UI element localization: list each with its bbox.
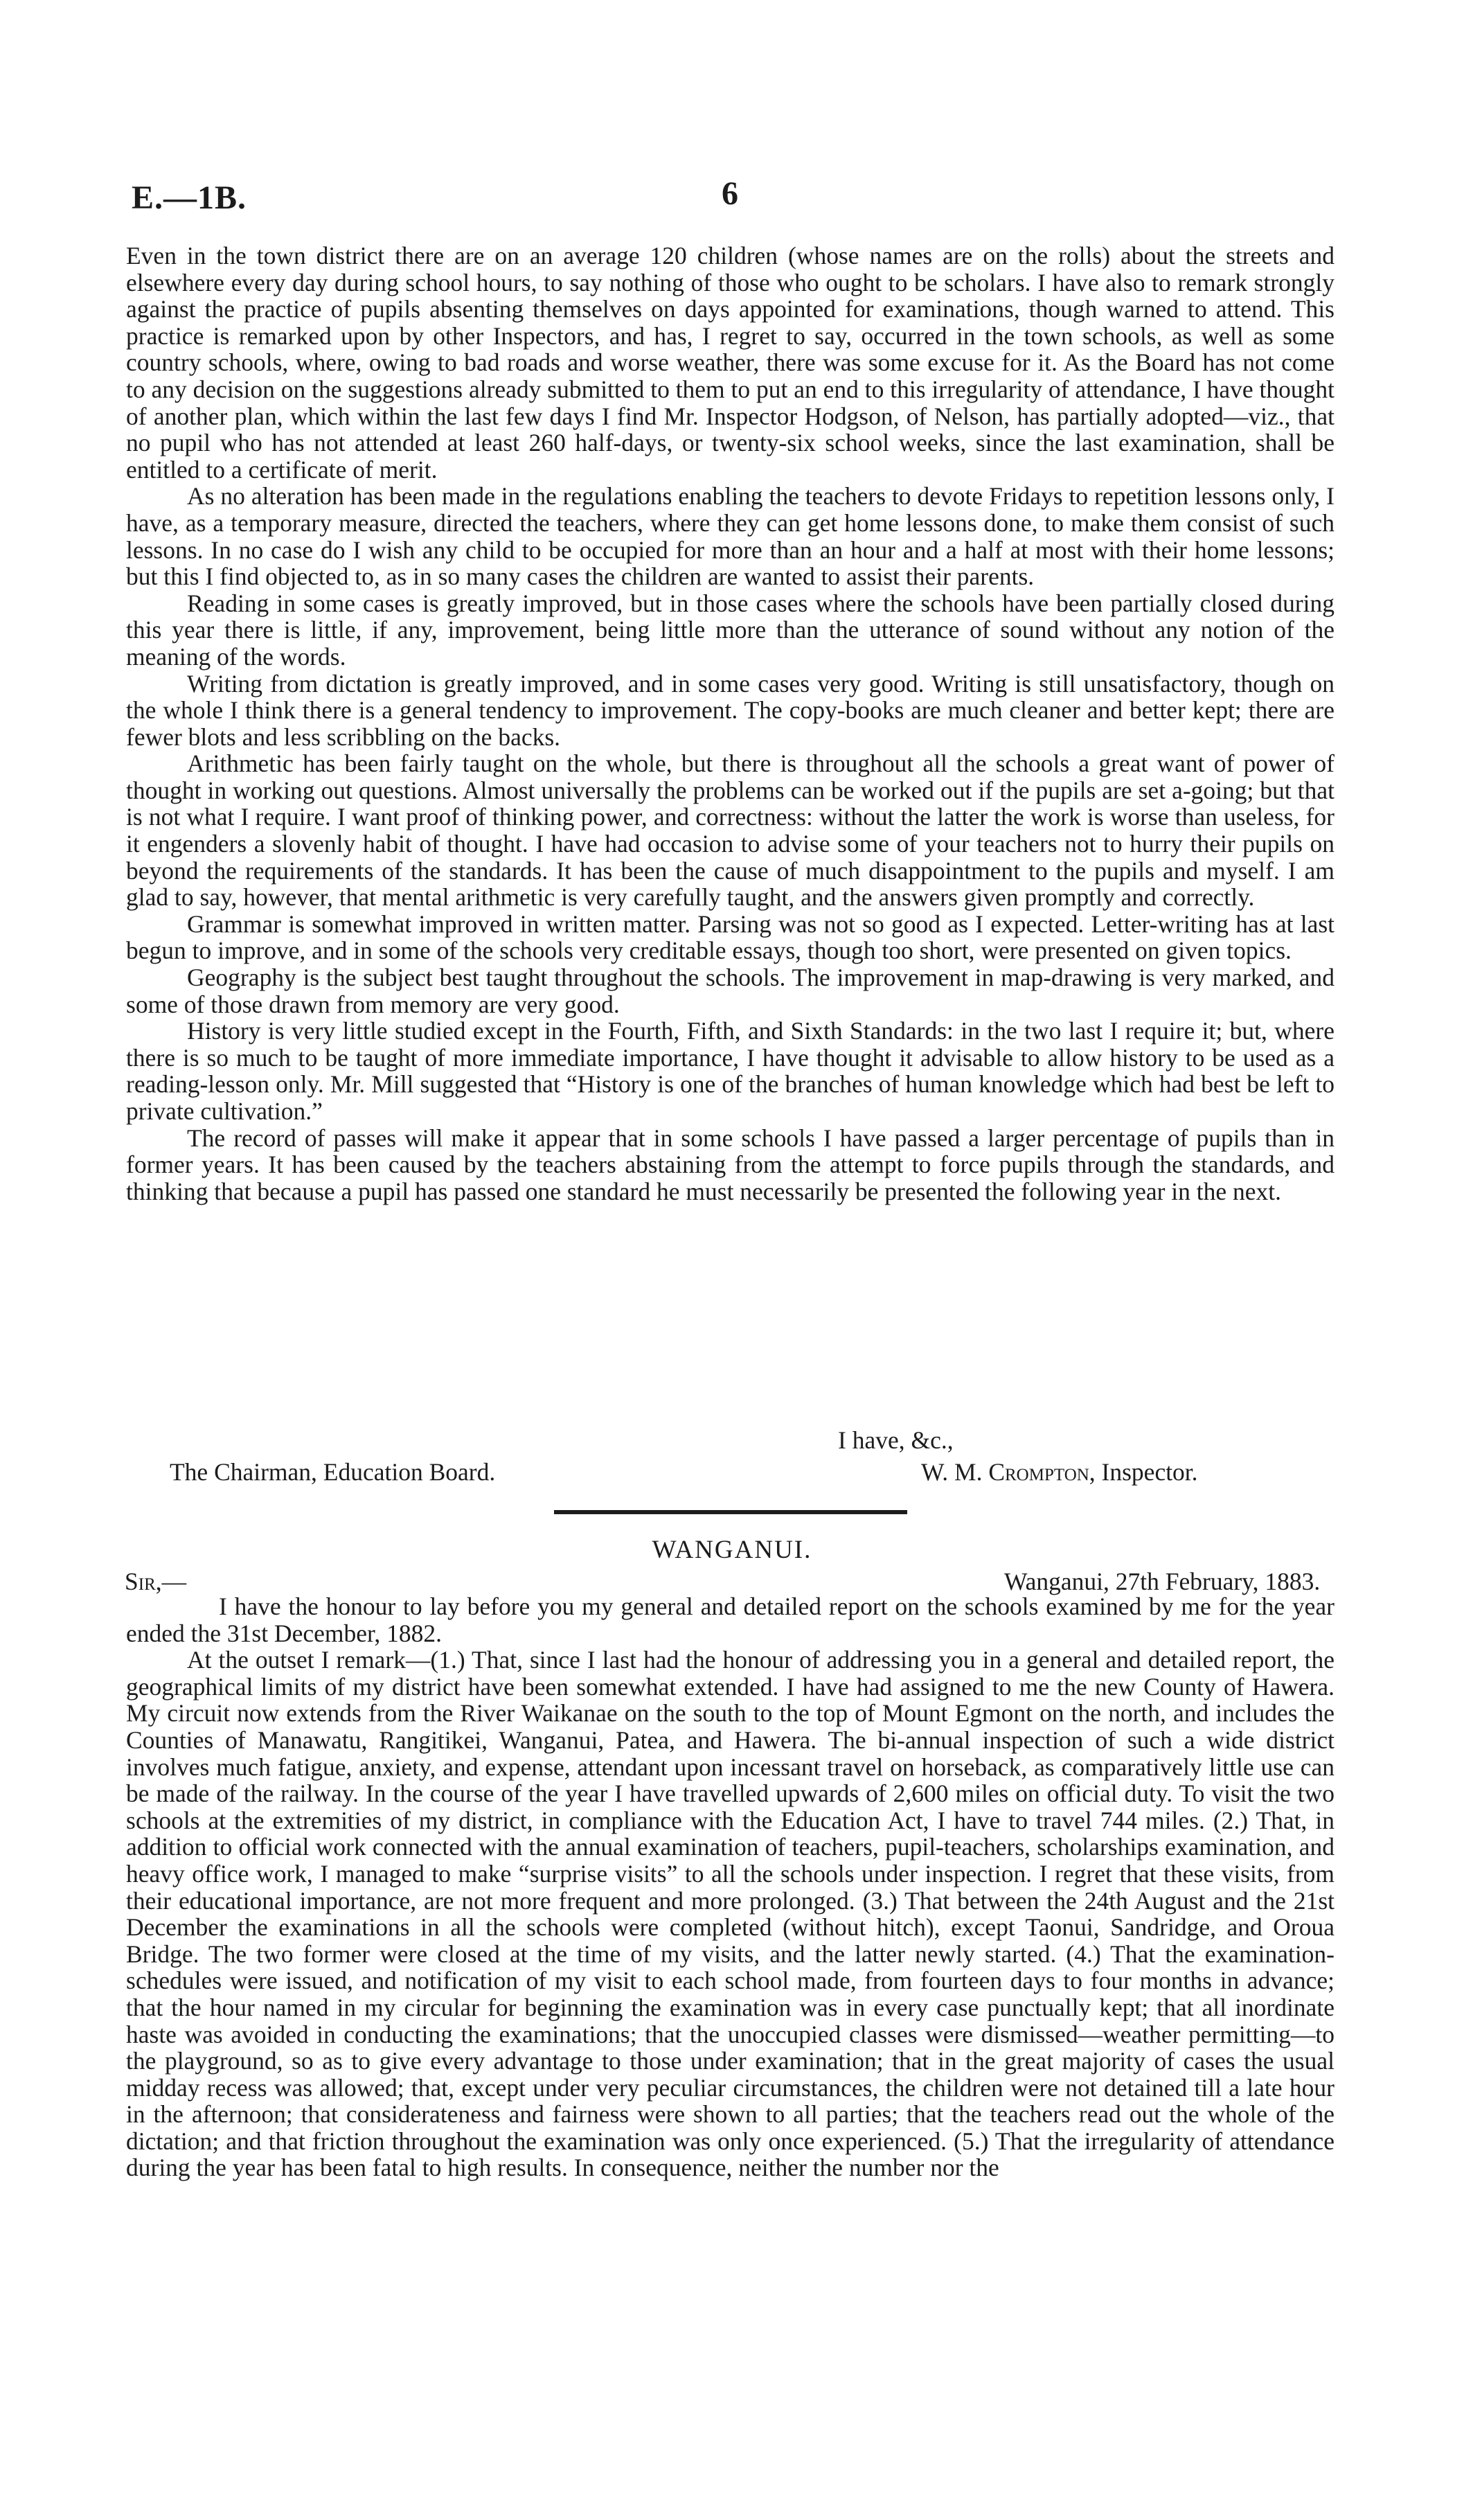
section-divider [554, 1510, 907, 1514]
paragraph: Writing from dictation is greatly improved, and in some cases very good. Writing is still unsatisfactory, though on the whole I think there is a general tendency to improvement. The copy-books are much cleaner and better kept; there are fewer blots and less scribbling on the backs. [126, 669, 1334, 751]
letter-closing: I have, &c., [838, 1426, 954, 1454]
paragraph: The record of passes will make it appear that in some schools I have passed a larger percentage of pupils than in former years. It has been caused by the teachers abstaining from the attempt to force pupils through the standards, and thinking that because a pupil has passed one standard he must necessarily be presented the following year in the next. [126, 1124, 1334, 1205]
paragraph: Geography is the subject best taught throughout the schools. The improvement in map-drawing is very marked, and some of those drawn from memory are very good. [126, 964, 1334, 1018]
paragraph: Even in the town district there are on an average 120 children (whose names are on the rolls) about the streets and elsewhere every day during school hours, to say nothing of those who ought to be scholars. I have also to remark strongly against the practice of pupils absenting themselves on days appointed for examinations, though warned to attend. This practice is remarked upon by other Inspectors, and has, I regret to say, occurred in the town schools, as well as some country schools, where, owing to bad roads and worse weather, there was some excuse for it. As the Board has not come to any decision on the suggestions already submitted to them to put an end to this irregularity of attendance, I have thought of another plan, which within the last few days I find Mr. Inspector Hodgson, of Nelson, has partially adopted—viz., that no pupil who has not attended at least 260 half-days, or twenty-six school weeks, since the last examination, shall be entitled to a certificate of merit. [126, 242, 1335, 483]
paragraph: History is very little studied except in the Fourth, Fifth, and Sixth Standards: in the two last I require it; but, where there is so much to be taught of more immediate importance, I have thought it advisable to allow history to be used as a reading-lesson only. Mr. Mill suggested that “History is one of the branches of human knowledge which had best be left to private cultivation.” [126, 1017, 1334, 1125]
paragraph: I have the honour to lay before you my general and detailed report on the schools examined by me for the year ended the 31st December, 1882. [126, 1592, 1334, 1647]
signature-title: , Inspector. [1089, 1458, 1198, 1486]
page-number: 6 [722, 175, 738, 212]
dateline: Wanganui, 27th February, 1883. [1004, 1568, 1321, 1595]
signature-name: Crompton [988, 1458, 1089, 1486]
report-body-section-2 [126, 1593, 1334, 2181]
document-reference: E.—1B. [132, 179, 247, 216]
salutation: Sir,— [125, 1568, 187, 1595]
paragraph: At the outset I remark—(1.) That, since I last had the honour of addressing you in a general and detailed report, the geographical limits of my district have been somewhat extended. I have had assigned to me the new County of Hawera. My circuit now extends from the River Waikanae on the south to the top of Mount Egmont on the north, and includes the Counties of Manawatu, Rangitikei, Wanganui, Patea, and Hawera. The bi-annual inspection of such a wide district involves much fatigue, anxiety, and expense, attendant upon incessant travel on horseback, as comparatively little use can be made of the railway. In the course of the year I have travelled upwards of 2,600 miles on official duty. To visit the two schools at the extremities of my district, in compliance with the Education Act, I have to travel 744 miles. (2.) That, in addition to official work connected with the annual examination of teachers, pupil-teachers, scholarships examination, and heavy office work, I managed to make “surprise visits” to all the schools under inspection. I regret that these visits, from their educational importance, are not more frequent and more prolonged. (3.) That between the 24th August and the 21st December the examinations in all the schools were completed (without hitch), except Taonui, Sandridge, and Oroua Bridge. The two former were closed at the time of my visits, and the latter newly started. (4.) That the examination-schedules were issued, and notification of my visit to each school made, from fourteen days to four months in advance; that the hour named in my circular for beginning the examination was in every case punctually kept; that all inordinate haste was avoided in conducting the examinations; that the unoccupied classes were dismissed—weather permitting—to the playground, so as to give every advantage to those under examination; that in the great majority of cases the usual midday recess was allowed; that, except under very peculiar circumstances, the children were not detained till a late hour in the afternoon; that considerateness and fairness were shown to all parties; that the teachers read out the whole of the dictation; and that friction throughout the examination was only once experienced. (5.) That the irregularity of attendance during the year has been fatal to high results. In consequence, neither the number nor the [126, 1646, 1334, 2182]
paragraph: As no alteration has been made in the regulations enabling the teachers to devote Fridays to repetition lessons only, I have, as a temporary measure, directed the teachers, where they can get home lessons done, to make them consist of such lessons. In no case do I wish any child to be occupied for more than an hour and a half at most with their home lessons; but this I find objected to, as in so many cases the children are wanted to assist their parents. [126, 482, 1334, 591]
letter-addressee: The Chairman, Education Board. [170, 1458, 496, 1486]
paragraph: Arithmetic has been fairly taught on the whole, but there is throughout all the schools a great want of power of thought in working out questions. Almost universally the problems can be worked out if the pupils are set a-going; but that is not what I require. I want proof of thinking power, and correctness: without the latter the work is worse than useless, for it engenders a slovenly habit of thought. I have had occasion to advise some of your teachers not to hurry their pupils on beyond the requirements of the standards. It has been the cause of much disappointment to the pupils and myself. I am glad to say, however, that mental arithmetic is very carefully taught, and the answers given promptly and correctly. [126, 749, 1334, 912]
paragraph: Grammar is somewhat improved in written matter. Parsing was not so good as I expected. Letter-writing has at last begun to improve, and in some of the schools very creditable essays, though too short, were presented on given topics. [126, 909, 1334, 965]
paragraph: Reading in some cases is greatly improved, but in those cases where the schools have been partially closed during this year there is little, if any, improvement, being little more than the utterance of sound without any notion of the meaning of the words. [126, 589, 1334, 671]
signature-initials: W. M. [921, 1458, 989, 1486]
letter-signature [921, 1457, 1198, 1487]
report-body-section-1 [126, 242, 1334, 1205]
section-title: WANGANUI. [652, 1536, 812, 1564]
